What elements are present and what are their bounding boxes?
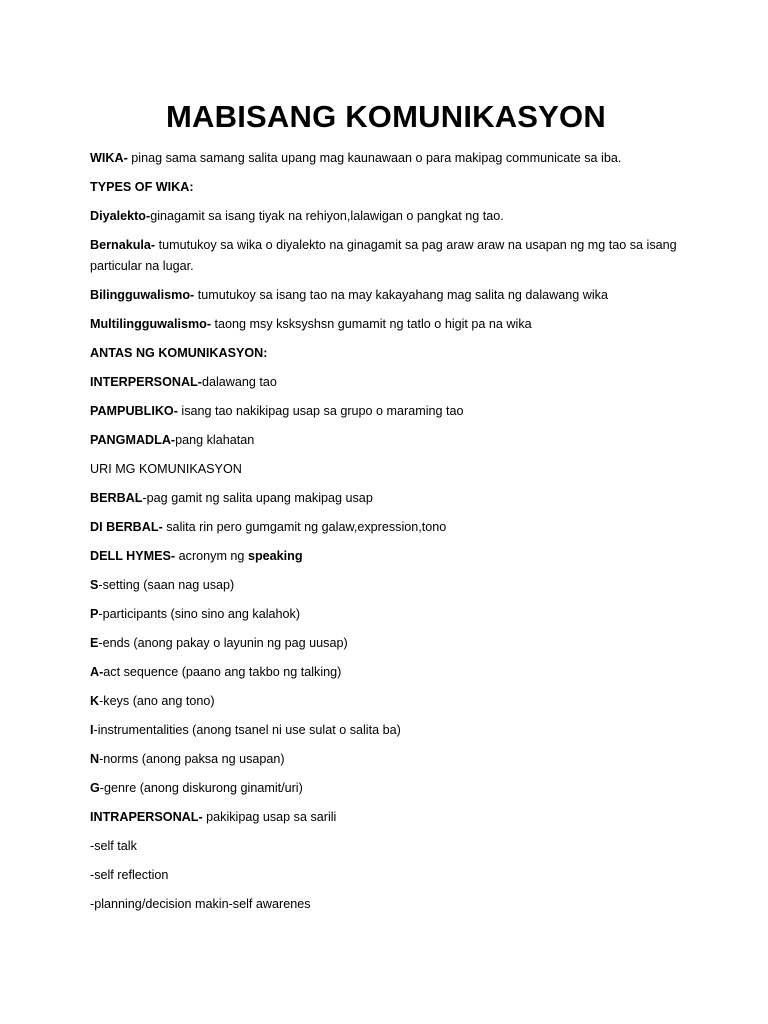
line-speaking-e — [90, 633, 680, 654]
definition: dalawang tao — [201, 374, 277, 389]
line-intrapersonal — [90, 807, 680, 828]
definition: -keys (ano ang tono) — [99, 693, 215, 708]
term: PAMPUBLIKO- — [90, 403, 178, 418]
line-berbal — [90, 488, 680, 509]
line-speaking-n — [90, 749, 680, 770]
term: Diyalekto- — [90, 209, 151, 223]
line-speaking-p — [90, 604, 680, 625]
acronym-letter: E — [90, 635, 99, 650]
line-planning-decision — [90, 894, 680, 915]
term: WIKA- — [90, 151, 128, 165]
line-types-of-wika — [90, 177, 680, 198]
definition: acronym ng — [175, 548, 248, 563]
term: PANGMADLA- — [90, 432, 176, 447]
definition: -setting (saan nag usap) — [98, 577, 235, 592]
line-bernakula — [90, 235, 680, 276]
definition: salita rin pero gumgamit ng galaw,expression,tono — [162, 519, 447, 534]
definition: -instrumentalities (anong tsanel ni use sulat o salita ba) — [93, 722, 401, 737]
section-heading-plain: URI MG KOMUNIKASYON — [90, 461, 242, 476]
acronym-letter: S — [90, 577, 99, 592]
term: DELL HYMES- — [90, 548, 176, 563]
term: BERBAL — [90, 490, 143, 505]
line-speaking-s — [90, 575, 680, 596]
section-heading: ANTAS NG KOMUNIKASYON: — [90, 345, 268, 360]
list-item: -self talk — [90, 838, 137, 853]
line-uri-mg-komunikasyon — [90, 459, 680, 480]
line-self-talk — [90, 836, 680, 857]
line-speaking-a — [90, 662, 680, 683]
definition: tumutukoy sa wika o diyalekto na ginagamit sa pag araw araw na usapan ng mg tao sa isang particular na lugar. — [90, 238, 677, 273]
acronym-letter: G — [90, 780, 100, 795]
term: Bilingguwalismo- — [90, 287, 195, 302]
line-bilingguwalismo — [90, 285, 680, 306]
line-interpersonal — [90, 372, 680, 393]
line-speaking-g — [90, 778, 680, 799]
list-item: -self reflection — [90, 867, 169, 882]
definition: -participants (sino sino ang kalahok) — [98, 606, 301, 621]
acronym-letter: K — [90, 693, 100, 708]
acronym-letter: N — [90, 751, 100, 766]
line-self-reflection — [90, 865, 680, 886]
definition: ginagamit sa isang tiyak na rehiyon,lalawigan o pangkat ng tao. — [150, 209, 504, 223]
line-speaking-k — [90, 691, 680, 712]
document-body — [90, 148, 678, 914]
term-emphasis: speaking — [247, 548, 303, 563]
definition: pinag sama samang salita upang mag kaunawaan o para makipag communicate sa iba. — [127, 151, 622, 165]
definition: isang tao nakikipag usap sa grupo o maraming tao — [177, 403, 464, 418]
definition: -genre (anong diskurong ginamit/uri) — [99, 780, 303, 795]
list-item: -planning/decision makin-self awarenes — [90, 896, 311, 911]
line-dell-hymes — [90, 546, 680, 567]
document-title: MABISANG KOMUNIKASYON — [166, 99, 606, 134]
term: INTERPERSONAL- — [90, 374, 202, 389]
line-pangmadla — [90, 430, 680, 451]
definition: -ends (anong pakay o layunin ng pag uusap) — [98, 635, 348, 650]
term: Bernakula- — [90, 238, 156, 252]
definition: pakikipag usap sa sarili — [202, 809, 337, 824]
acronym-letter: I — [90, 722, 94, 737]
line-speaking-i — [90, 720, 680, 741]
line-pampubliko — [90, 401, 680, 422]
line-diyalekto — [90, 206, 680, 227]
definition: pang klahatan — [175, 432, 255, 447]
term: DI BERBAL- — [90, 519, 163, 534]
definition: tumutukoy sa isang tao na may kakayahang mag salita ng dalawang wika — [194, 287, 608, 302]
definition: -pag gamit ng salita upang makipag usap — [142, 490, 373, 505]
definition: taong msy ksksyshsn gumamit ng tatlo o higit pa na wika — [211, 316, 532, 331]
definition: act sequence (paano ang takbo ng talking) — [103, 664, 342, 679]
definition: -norms (anong paksa ng usapan) — [99, 751, 285, 766]
term: INTRAPERSONAL- — [90, 809, 203, 824]
line-di-berbal — [90, 517, 680, 538]
section-heading: TYPES OF WIKA: — [90, 180, 194, 194]
line-antas-ng-komunikasyon — [90, 343, 680, 364]
line-wika — [90, 148, 680, 169]
line-multilingguwalismo — [90, 314, 680, 335]
acronym-letter: A- — [90, 664, 104, 679]
acronym-letter: P — [90, 606, 99, 621]
term: Multilingguwalismo- — [90, 316, 212, 331]
